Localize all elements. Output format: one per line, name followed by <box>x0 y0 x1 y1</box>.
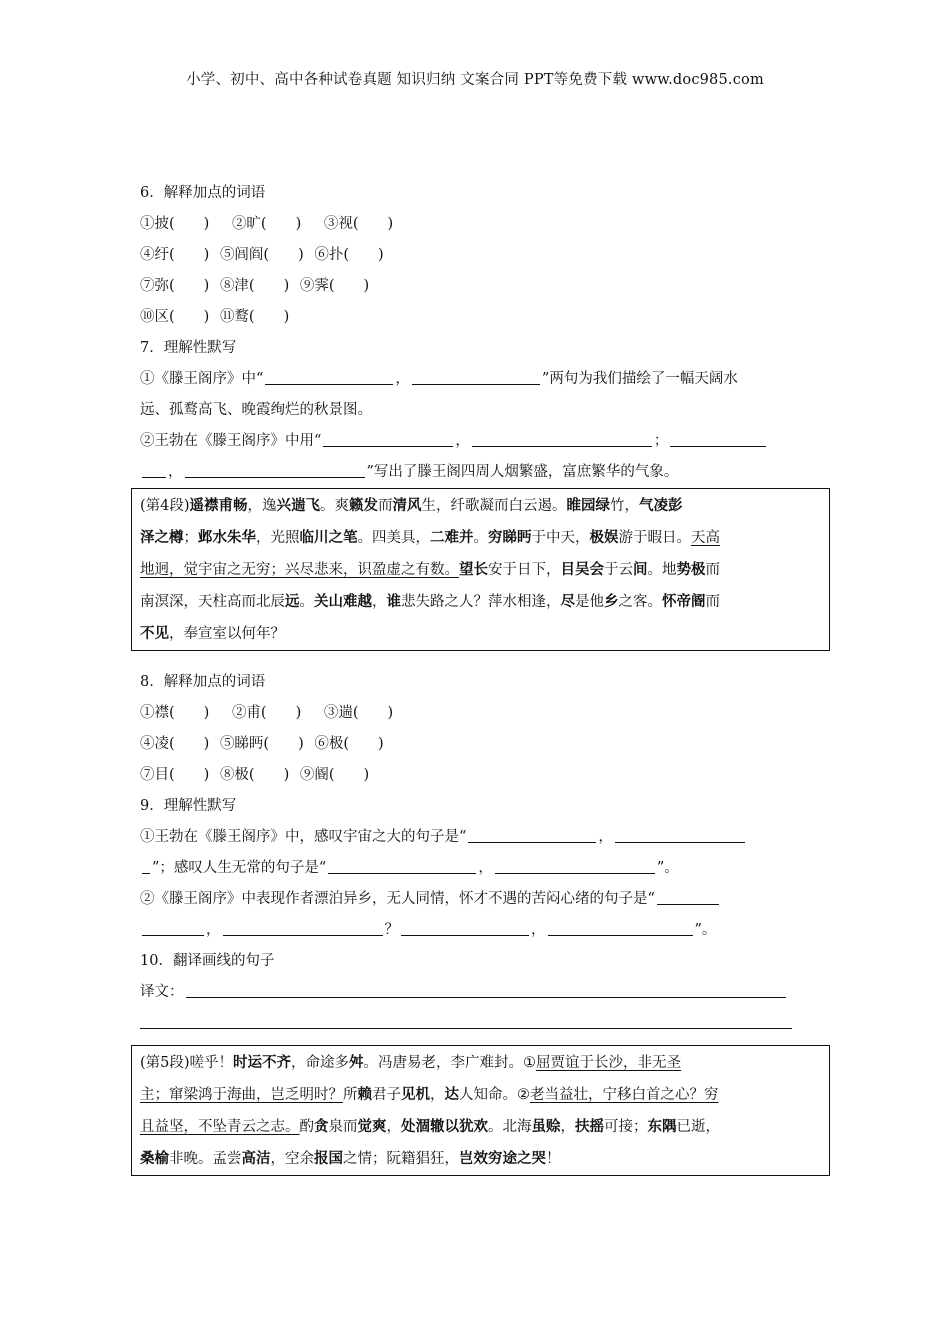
passage-text: 于中天， <box>531 530 590 546</box>
passage-text: 睢园绿 <box>566 498 611 514</box>
passage-text: 。地 <box>647 562 677 578</box>
q7-title: 7．理解性默写 <box>140 340 237 356</box>
q9-text: ”。 <box>694 922 717 938</box>
passage-text: 望长 <box>459 562 488 578</box>
passage5-line-1 <box>140 1047 821 1079</box>
q6-item: ⑦弥( ) <box>140 278 210 294</box>
passage-box-para5 <box>131 1045 830 1176</box>
passage4-line-5 <box>140 618 821 650</box>
answer-blank[interactable] <box>223 920 383 936</box>
passage-text: 清风 <box>392 498 422 514</box>
passage-text: ② <box>517 1087 530 1103</box>
passage-text: 。 <box>363 1055 379 1071</box>
q7-text: ， <box>455 433 470 449</box>
passage-text: 贪 <box>314 1119 329 1135</box>
passage-text: 泽之樽 <box>140 530 184 546</box>
underlined-sentence: 屈贾谊于长沙，非无圣 <box>536 1055 682 1071</box>
passage-text: 竹， <box>610 498 640 514</box>
q7-text: ②王勃在《滕王阁序》中用“ <box>140 433 322 449</box>
q9-text: ， <box>531 922 546 938</box>
q7-part1-line2: 远、孤鹜高飞、晚霞绚烂的秋景图。 <box>140 402 372 418</box>
passage-text: ① <box>523 1055 537 1071</box>
q6-item: ①披( ) <box>140 216 210 232</box>
q6-item: ③视( ) <box>323 216 394 232</box>
passage-text: 远 <box>285 594 300 610</box>
passage-text: 之情；阮籍猖狂， <box>343 1151 459 1167</box>
passage-text: 乡 <box>604 594 619 610</box>
passage-text: 君子 <box>372 1087 401 1103</box>
passage-text: 怀帝阍 <box>662 594 706 610</box>
translation-label: 译文： <box>140 984 184 1000</box>
q9-text: ”。 <box>656 860 679 876</box>
passage-text: 。四美具， <box>357 530 430 546</box>
passage-text: ， <box>560 1119 575 1135</box>
passage-text: 遥襟甫畅 <box>189 498 248 514</box>
q8-row-2 <box>140 729 820 760</box>
passage-box-para4 <box>131 488 830 651</box>
passage-text: 生，纤歌凝而白云遏。 <box>421 498 567 514</box>
q6-title: 6．解释加点的词语 <box>140 185 266 201</box>
passage-text: 酌 <box>299 1119 314 1135</box>
q7-text: ①《滕王阁序》中“ <box>140 371 264 387</box>
passage-text: 籁发 <box>349 498 379 514</box>
passage4-line-4 <box>140 586 821 618</box>
q9-title: 9．理解性默写 <box>140 798 237 814</box>
passage-text: ！ <box>546 1151 561 1167</box>
passage-text: (第4段) <box>140 498 190 514</box>
translation-blank[interactable] <box>140 1013 792 1029</box>
passage-text: 临川之笔 <box>299 530 358 546</box>
header-text: 小学、初中、高中各种试卷真题 知识归纳 文案合同 PPT等免费下载 www.doc985.com <box>186 72 764 88</box>
passage-text: 泉而 <box>328 1119 358 1135</box>
q8-item: ⑤睇眄( ) <box>219 736 304 752</box>
q9-text: ， <box>598 829 613 845</box>
passage-text: 处涸辙以犹欢 <box>401 1119 488 1135</box>
passage-text: 舛 <box>349 1055 364 1071</box>
answer-blank[interactable] <box>185 462 365 478</box>
q8-row-1 <box>140 698 820 729</box>
answer-blank[interactable] <box>657 889 719 905</box>
q9-part1-line1 <box>140 822 820 853</box>
passage-text: 高洁 <box>241 1151 271 1167</box>
passage-text: ， <box>430 1087 445 1103</box>
passage-text: 可接； <box>604 1119 648 1135</box>
underlined-sentence: 且益坚，不坠青云之志。 <box>140 1119 300 1135</box>
q8-item: ②甫( ) <box>231 705 302 721</box>
q9-text: ， <box>478 860 493 876</box>
passage-text: 报国 <box>314 1151 343 1167</box>
q8-item: ④凌( ) <box>140 736 210 752</box>
q8-item: ③遄( ) <box>323 705 394 721</box>
q6-item: ⑤闾阎( ) <box>219 247 304 263</box>
passage-text: 气凌彭 <box>639 498 683 514</box>
answer-blank[interactable] <box>548 920 693 936</box>
passage-text: 达 <box>444 1087 459 1103</box>
answer-blank[interactable] <box>323 431 453 447</box>
passage-text: 扶摇 <box>575 1119 604 1135</box>
q9-text: ， <box>206 922 221 938</box>
passage-text: ， <box>386 1119 401 1135</box>
q6-item: ⑨霁( ) <box>299 278 370 294</box>
underlined-sentence: 天高 <box>691 530 720 546</box>
q7-part1-line1 <box>140 364 820 395</box>
passage-text: 关山难越 <box>314 594 372 610</box>
document-body <box>140 178 820 1176</box>
q8-item: ①襟( ) <box>140 705 210 721</box>
q8-title: 8．解释加点的词语 <box>140 674 266 690</box>
q8-item: ⑧极( ) <box>219 767 290 783</box>
q9-text: ②《滕王阁序》中表现作者漂泊异乡，无人同情，怀才不遇的苦闷心绪的句子是“ <box>140 891 655 907</box>
passage-text: 悲失路之人？萍水相逢， <box>401 594 561 610</box>
passage-text: 虽赊 <box>531 1119 561 1135</box>
passage5-line-4 <box>140 1143 821 1175</box>
translation-blank[interactable] <box>186 982 786 998</box>
q6-row-1 <box>140 209 820 240</box>
answer-blank[interactable] <box>328 858 476 874</box>
passage-text: 于云 <box>604 562 633 578</box>
q7-text: ， <box>168 464 183 480</box>
passage-text: 二难并 <box>430 530 474 546</box>
passage-text: ，逸 <box>247 498 277 514</box>
passage5-line-2 <box>140 1079 821 1111</box>
underlined-sentence: 主；窜梁鸿于海曲，岂乏明时？ <box>140 1087 343 1103</box>
q6-row-3 <box>140 271 820 302</box>
passage-text: 是他 <box>575 594 604 610</box>
answer-blank[interactable] <box>412 369 540 385</box>
passage-text: 邺水朱华 <box>198 530 256 546</box>
passage-text: 桑榆 <box>140 1151 169 1167</box>
passage-text: 人知命。 <box>459 1087 517 1103</box>
passage-text: 势极 <box>676 562 706 578</box>
q7-part2-line2 <box>140 457 820 488</box>
answer-blank[interactable] <box>142 462 166 478</box>
passage-text: 兴遄飞 <box>276 498 321 514</box>
passage-text: 。爽 <box>320 498 350 514</box>
answer-blank[interactable] <box>495 858 655 874</box>
passage-text: 已逝， <box>676 1119 720 1135</box>
q6-item: ⑩区( ) <box>140 309 210 325</box>
passage-text: 安于日下， <box>488 562 561 578</box>
q8-item: ⑨阍( ) <box>299 767 370 783</box>
q7-part2-line1 <box>140 426 820 457</box>
q6-item: ⑧津( ) <box>219 278 290 294</box>
q8-row-3 <box>140 760 820 791</box>
passage-text: ，奉宣室以何年？ <box>169 626 285 642</box>
q6-row-2 <box>140 240 820 271</box>
passage-text: 。 <box>299 594 314 610</box>
q6-item: ⑪鹜( ) <box>219 309 290 325</box>
passage-text: 觉爽 <box>357 1119 387 1135</box>
answer-blank[interactable] <box>142 920 204 936</box>
passage-text: 赖 <box>357 1087 372 1103</box>
passage-text: 间 <box>633 562 648 578</box>
q9-part1-line2 <box>140 853 820 884</box>
answer-blank[interactable] <box>142 858 150 874</box>
answer-blank[interactable] <box>472 431 652 447</box>
q10-answer-line2 <box>140 1008 820 1039</box>
passage-text: 见机 <box>401 1087 430 1103</box>
passage-text: (第5段)嗟乎！ <box>140 1055 234 1071</box>
passage-text: 冯唐易老，李广难封。 <box>378 1055 524 1071</box>
passage-text: 岂效穷途之哭 <box>459 1151 546 1167</box>
q8-item: ⑦目( ) <box>140 767 210 783</box>
answer-blank[interactable] <box>615 827 745 843</box>
passage5-line-3 <box>140 1111 821 1143</box>
passage-text: 游于暇日。 <box>618 530 691 546</box>
passage-text: 穷睇眄 <box>488 530 532 546</box>
passage-text: 不见 <box>140 626 169 642</box>
q6-item: ②旷( ) <box>231 216 302 232</box>
passage-text: 南溟深，天柱高而北辰 <box>140 594 285 610</box>
passage4-line-1 <box>140 490 821 522</box>
passage-text: ，命途多 <box>291 1055 350 1071</box>
passage-text: 而 <box>705 594 720 610</box>
q7-text: ”写出了滕王阁四周人烟繁盛，富庶繁华的气象。 <box>366 464 679 480</box>
q6-item: ⑥扑( ) <box>314 247 384 263</box>
passage-text: 尽 <box>560 594 575 610</box>
q6-row-4 <box>140 302 820 333</box>
passage-text: 而 <box>378 498 393 514</box>
underlined-sentence: 老当益壮，宁移白首之心？穷 <box>530 1087 719 1103</box>
passage-text: 极娱 <box>589 530 619 546</box>
answer-blank[interactable] <box>670 431 766 447</box>
passage-text: 非晚。孟尝 <box>169 1151 242 1167</box>
q9-text: ？ <box>384 922 399 938</box>
passage-text: 谁 <box>386 594 401 610</box>
page-header <box>0 68 950 89</box>
passage4-line-2 <box>140 522 821 554</box>
passage-text: 之客。 <box>618 594 662 610</box>
underlined-sentence: 地迥，觉宇宙之无穷；兴尽悲来，识盈虚之有数。 <box>140 562 459 578</box>
q10-answer-line1 <box>140 977 820 1008</box>
q6-item: ④纡( ) <box>140 247 210 263</box>
passage-text: 。 <box>473 530 488 546</box>
q9-part2-line2 <box>140 915 820 946</box>
passage-text: ； <box>183 530 198 546</box>
q9-text: ”；感叹人生无常的句子是“ <box>152 860 327 876</box>
q9-text: ①王勃在《滕王阁序》中，感叹宇宙之大的句子是“ <box>140 829 467 845</box>
passage-text: 而 <box>705 562 720 578</box>
passage-text: ， <box>372 594 387 610</box>
passage-text: 。北海 <box>488 1119 532 1135</box>
passage-text: 东隅 <box>647 1119 677 1135</box>
q8-item: ⑥极( ) <box>314 736 384 752</box>
q10-title: 10．翻译画线的句子 <box>140 953 275 969</box>
q9-part2-line1 <box>140 884 820 915</box>
passage-text: 所 <box>343 1087 358 1103</box>
q7-text: ， <box>395 371 410 387</box>
answer-blank[interactable] <box>468 827 596 843</box>
q7-text: ； <box>653 433 669 449</box>
passage-text: ，空余 <box>270 1151 314 1167</box>
passage-text: 目吴会 <box>560 562 604 578</box>
passage4-line-3 <box>140 554 821 586</box>
answer-blank[interactable] <box>265 369 393 385</box>
passage-text: ，光照 <box>256 530 300 546</box>
answer-blank[interactable] <box>401 920 529 936</box>
q7-text: ”两句为我们描绘了一幅天阔水 <box>541 371 738 387</box>
passage-text: 时运不齐 <box>233 1055 292 1071</box>
